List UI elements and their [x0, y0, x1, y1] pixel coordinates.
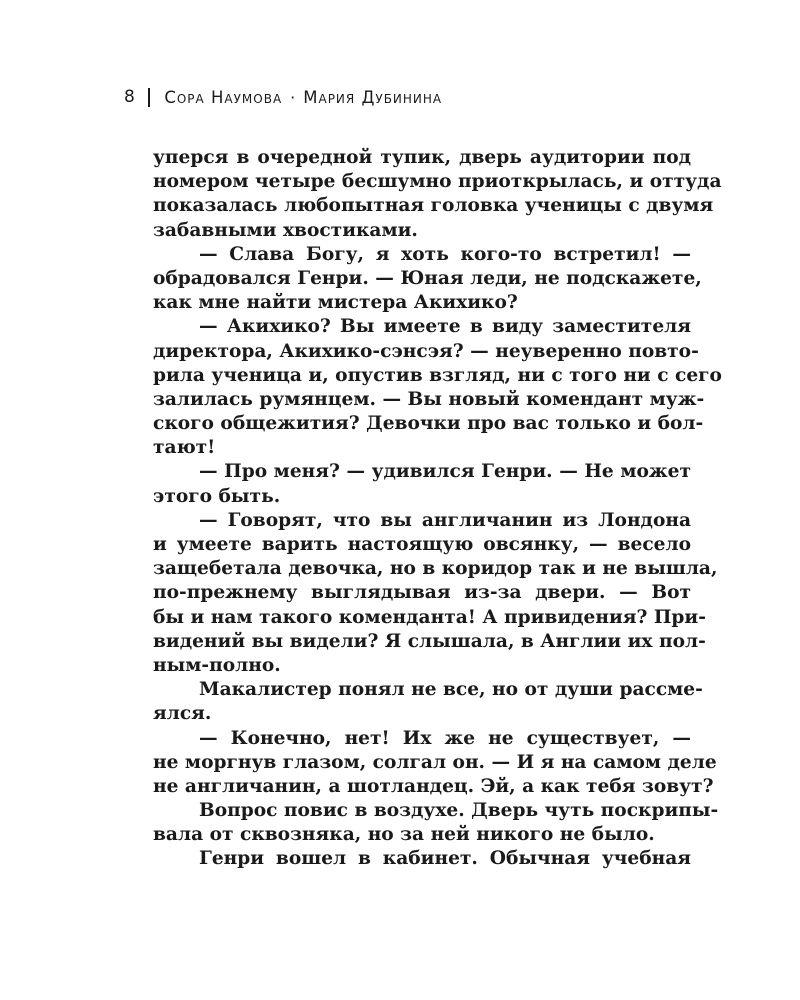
body-text [153, 146, 722, 872]
author-name-2: Мария Дубинина [303, 87, 443, 107]
text-line: Вопрос повис в воздухе. Дверь чуть поскрипы- [199, 800, 719, 822]
text-line: бы и нам такого коменданта! А привидения? При- [153, 606, 706, 628]
text-line: забавными хвостиками. [153, 219, 418, 241]
text-line: — Про меня? — удивился Генри. — Не может [199, 461, 691, 483]
running-head [124, 84, 442, 110]
text-line: ялся. [153, 703, 212, 725]
text-line: не англичанин, а шотландец. Эй, а как тебя зовут? [153, 775, 714, 797]
text-line: — Конечно, нет! Их же не существует, — [199, 727, 691, 749]
author-separator: · [290, 87, 296, 107]
text-line: не моргнув глазом, солгал он. — И я на самом деле [153, 751, 717, 773]
text-line: номером четыре бесшумно приоткрылась, и оттуда [153, 171, 722, 193]
text-line: Макалистер понял не все, но от души рассме- [199, 679, 703, 701]
author-name-1: Сора Наумова [164, 87, 283, 107]
text-line: показалась любопытная головка ученицы с двумя [153, 195, 714, 217]
text-line: рила ученица и, опустив взгляд, ни с того ни с сего [153, 364, 722, 386]
text-line: этого быть. [153, 485, 281, 507]
header-divider [148, 88, 150, 107]
text-line: по-прежнему выглядывая из-за двери. — Вот [153, 582, 691, 604]
text-line: — Слава Богу, я хоть кого-то встретил! — [199, 243, 691, 265]
text-line: ского общежития? Девочки про вас только и бол- [153, 413, 704, 435]
text-line: видений вы видели? Я слышала, в Англии их пол- [153, 630, 706, 652]
text-line: директора, Акихико-сэнсэя? — неуверенно повто- [153, 340, 699, 362]
text-line: ным-полно. [153, 654, 281, 676]
text-line: — Акихико? Вы имеете в виду заместителя [199, 316, 691, 338]
text-line: обрадовался Генри. — Юная леди, не подскажете, [153, 267, 702, 289]
text-line: — Говорят, что вы англичанин из Лондона [199, 509, 691, 531]
text-line: защебетала девочка, но в коридор так и не вышла, [153, 558, 718, 580]
page-number: 8 [124, 87, 136, 107]
text-line: тают! [153, 437, 216, 459]
text-line: вала от сквозняка, но за ней никого не было. [153, 824, 655, 846]
text-line: Генри вошел в кабинет. Обычная учебная [199, 848, 691, 870]
text-line: как мне найти мистера Акихико? [153, 292, 518, 314]
text-line: и умеете варить настоящую овсянку, — весело [153, 534, 691, 555]
text-line: уперся в очередной тупик, дверь аудитории под [153, 147, 691, 168]
text-line: залилась румянцем. — Вы новый комендант муж- [153, 388, 705, 410]
